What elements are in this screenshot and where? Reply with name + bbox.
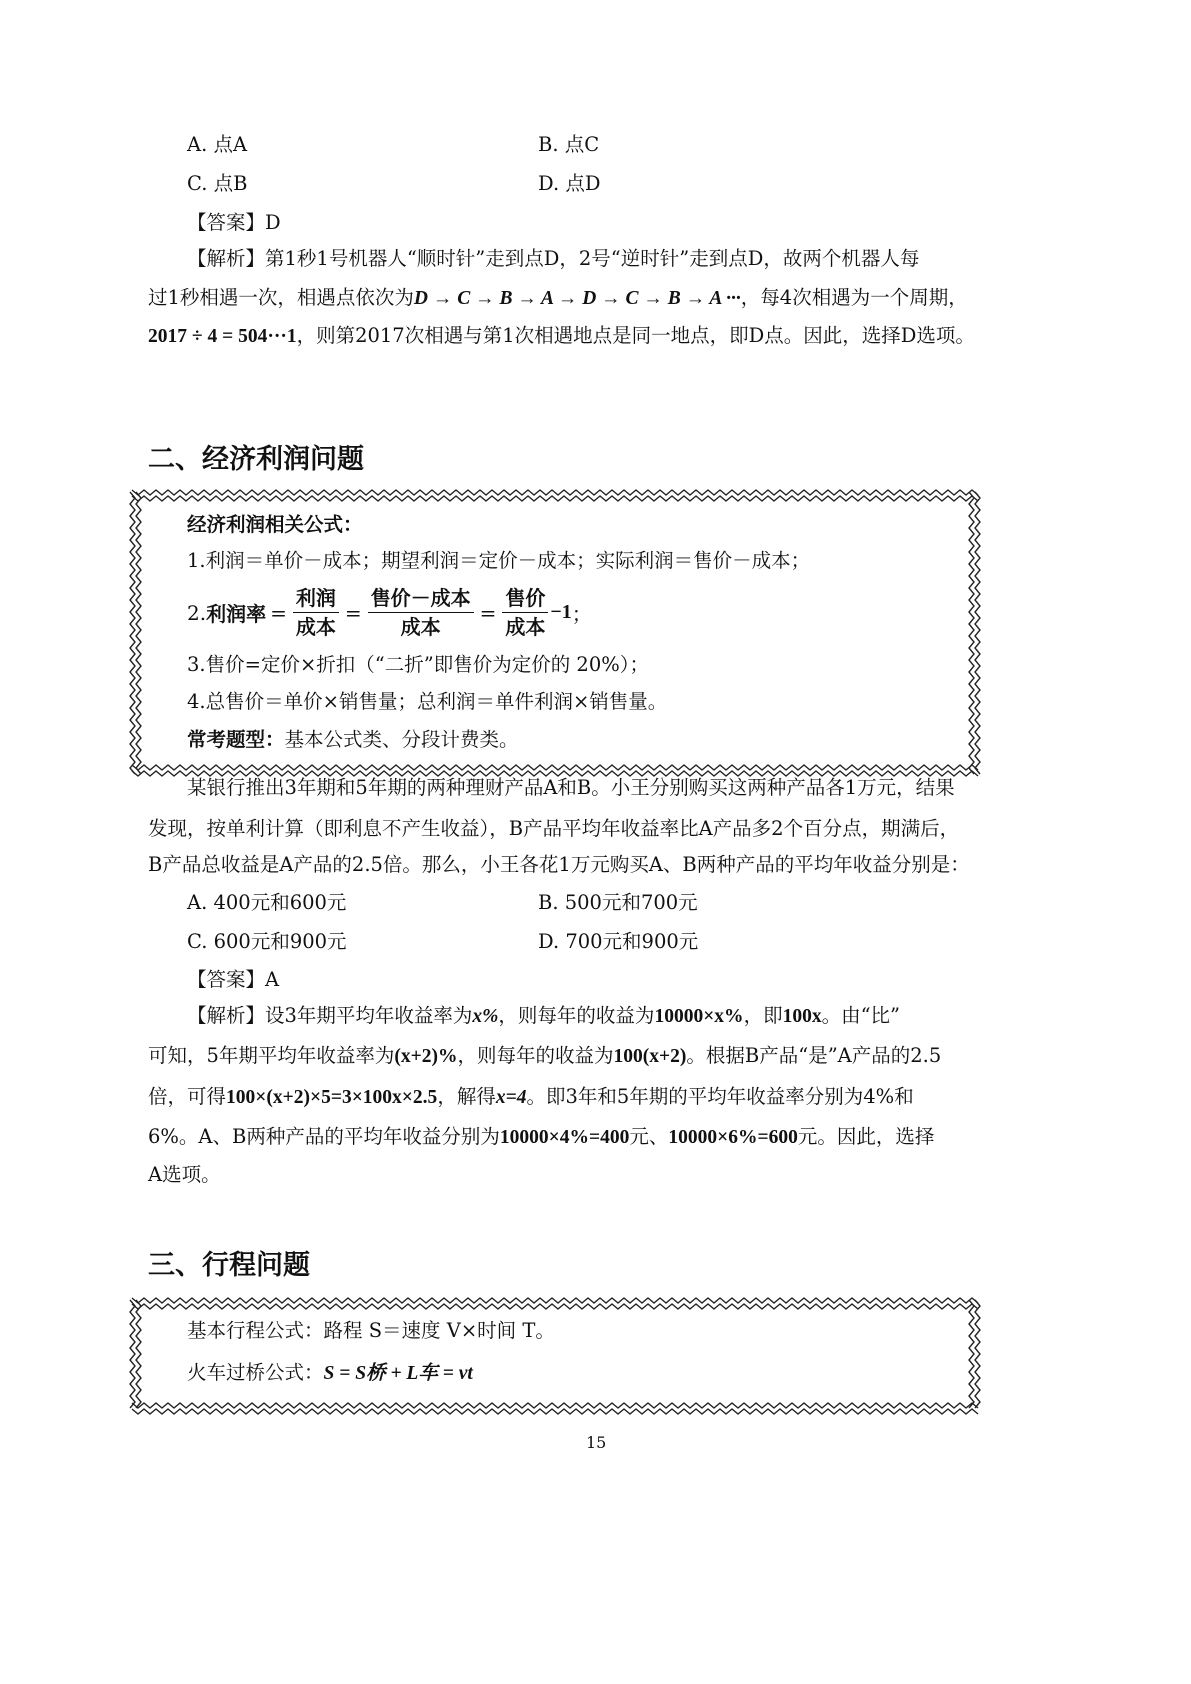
box-heading: 经济利润相关公式： [187, 513, 363, 536]
fraction: $\frac{\text{利润}}{\text{成本}}$ [293, 586, 339, 639]
formula-line: 1.利润＝单价－成本；期望利润＝定价－成本；实际利润＝售价－成本； [187, 549, 811, 572]
question-line: 某银行推出3年期和5年期的两种理财产品A和B。小王分别购买这两种产品各1万元，结果 [187, 776, 955, 799]
section-title: 二、经济利润问题 [148, 444, 364, 475]
zigzag-line [132, 1409, 978, 1414]
answer-line: 【答案】D [187, 211, 281, 234]
analysis-line: A选项。 [148, 1163, 221, 1186]
analysis-line: 6%。A、B两种产品的平均年收益分别为10000×4%=400元、10000×6%=600元。因此，选择 [148, 1125, 935, 1148]
analysis-line: 2017 ÷ 4 = 504···1，则第2017次相遇与第1次相遇地点是同一地点，即D点。因此，选择D选项。 [148, 324, 975, 347]
zigzag-line [969, 492, 974, 774]
zigzag-line [132, 1304, 978, 1309]
option-d: D. 700元和900元 [538, 930, 699, 953]
zigzag-line [132, 490, 978, 495]
zigzag-line [975, 1300, 980, 1408]
sequence-formula: D → C → B → A → D → C → B → A ··· [413, 288, 741, 309]
option-c: C. 600元和900元 [187, 930, 347, 953]
zigzag-line [132, 496, 978, 501]
common-types: 常考题型：基本公式类、分段计费类。 [187, 728, 519, 751]
zigzag-line [130, 492, 135, 774]
option-a: A. 点A [187, 133, 248, 156]
profit-rate-formula: 2. 利润率 = $\frac{\text{利润}}{\text{成本}}$ = $\frac{\text{售价－成本}}{\text{成本}}$ = $\frac{\text{售价}}{\text{成本}}$ −1 ； [187, 586, 592, 639]
formula-line: 4.总售价＝单价×销售量；总利润＝单件利润×销售量。 [187, 690, 668, 713]
option-c: C. 点B [187, 172, 248, 195]
formula-line: 基本行程公式：路程 S＝速度 V×时间 T。 [187, 1319, 555, 1342]
train-formula: S = S桥 + L车 = vt [323, 1363, 473, 1384]
analysis-line: 【解析】设3年期平均年收益率为x%，则每年的收益为10000×x%，即100x。由“比” [187, 1004, 901, 1027]
section-title: 三、行程问题 [148, 1250, 310, 1281]
analysis-line: 可知，5年期平均年收益率为(x+2)%，则每年的收益为100(x+2)。根据B产品“是”A产品的2.5 [148, 1044, 942, 1067]
fraction: $\frac{\text{售价－成本}}{\text{成本}}$ [368, 586, 474, 639]
division-formula: 2017 ÷ 4 = 504···1 [148, 326, 297, 347]
question-line: 发现，按单利计算（即利息不产生收益），B产品平均年收益率比A产品多2个百分点，期满后， [148, 817, 960, 840]
analysis-line: 过1秒相遇一次，相遇点依次为D → C → B → A → D → C → B → A ···，每4次相遇为一个周期， [148, 286, 968, 309]
zigzag-line [132, 1403, 978, 1408]
answer-line: 【答案】A [187, 968, 280, 991]
zigzag-line [132, 1298, 978, 1303]
zigzag-line [969, 1300, 974, 1408]
option-b: B. 500元和700元 [538, 891, 698, 914]
zigzag-line [130, 1300, 135, 1408]
analysis-line: 【解析】第1秒1号机器人“顺时针”走到点D，2号“逆时针”走到点D，故两个机器人每 [187, 247, 920, 270]
option-a: A. 400元和600元 [187, 891, 347, 914]
page-number: 15 [586, 1433, 607, 1452]
zigzag-line [136, 492, 141, 774]
formula-line: 3.售价=定价×折扣（“二折”即售价为定价的 20%）； [187, 653, 650, 676]
zigzag-line [136, 1300, 141, 1408]
formula-box-border [128, 1296, 982, 1416]
option-b: B. 点C [538, 133, 600, 156]
option-d: D. 点D [538, 172, 601, 195]
zigzag-line [132, 765, 978, 770]
analysis-line: 倍，可得100×(x+2)×5=3×100x×2.5，解得x=4。即3年和5年期的平均年收益率分别为4%和 [148, 1085, 914, 1108]
question-line: B产品总收益是A产品的2.5倍。那么，小王各花1万元购买A、B两种产品的平均年收益分别是： [148, 853, 970, 876]
zigzag-line [975, 492, 980, 774]
train-bridge-formula: 火车过桥公式：S = S桥 + L车 = vt [187, 1361, 473, 1384]
fraction: $\frac{\text{售价}}{\text{成本}}$ [502, 586, 548, 639]
